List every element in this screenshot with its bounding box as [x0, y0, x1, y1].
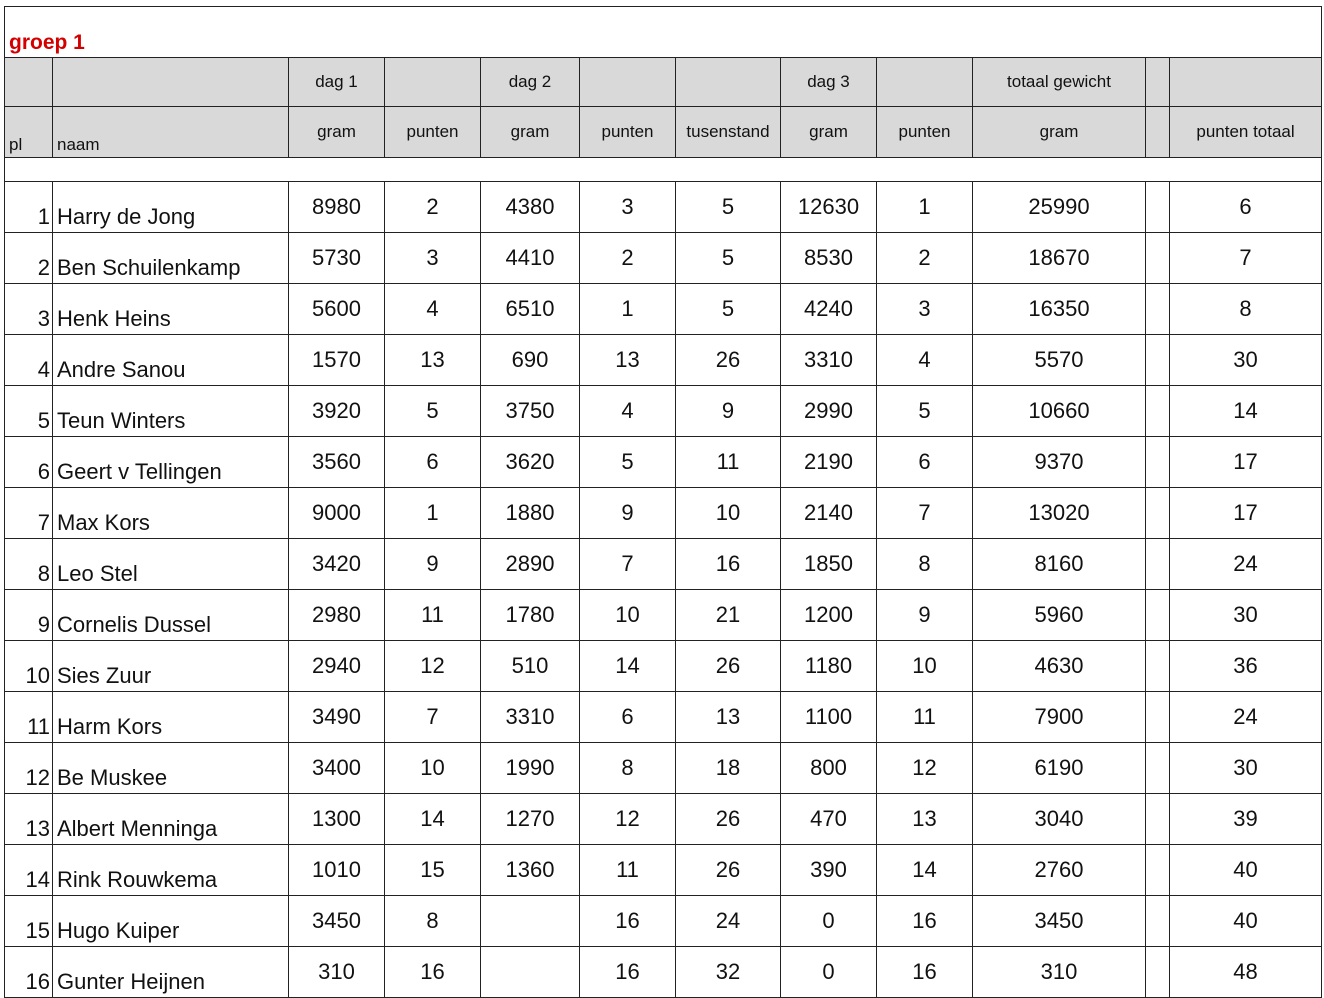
header-top-punten3	[877, 58, 973, 107]
place-cell: 14	[5, 845, 53, 896]
dag2-gram-cell: 1990	[481, 743, 580, 794]
dag2-punten-cell: 10	[580, 590, 676, 641]
table-row	[5, 590, 1322, 641]
dag1-gram-cell: 3450	[289, 896, 385, 947]
totaal-gram-cell: 3450	[973, 896, 1146, 947]
results-table	[4, 6, 1322, 998]
spacer-cell	[580, 158, 676, 182]
dag1-punten-cell: 5	[385, 386, 481, 437]
tusenstand-cell: 24	[676, 896, 781, 947]
header-row-top	[5, 58, 1322, 107]
name-cell: Leo Stel	[53, 539, 289, 590]
dag1-gram-cell: 3560	[289, 437, 385, 488]
name-cell: Cornelis Dussel	[53, 590, 289, 641]
dag3-gram-cell: 0	[781, 896, 877, 947]
place-cell: 16	[5, 947, 53, 998]
name-cell: Henk Heins	[53, 284, 289, 335]
dag2-gram-cell: 4410	[481, 233, 580, 284]
header-top-empty	[1146, 58, 1170, 107]
dag3-gram-cell: 390	[781, 845, 877, 896]
header-sub-empty	[1146, 107, 1170, 158]
punten-totaal-cell: 6	[1170, 182, 1322, 233]
spacer-cell	[781, 158, 877, 182]
title-row	[5, 7, 1322, 58]
dag3-gram-cell: 8530	[781, 233, 877, 284]
totaal-gram-cell: 8160	[973, 539, 1146, 590]
totaal-gram-cell: 310	[973, 947, 1146, 998]
dag1-punten-cell: 16	[385, 947, 481, 998]
dag2-punten-cell: 2	[580, 233, 676, 284]
dag2-gram-cell: 510	[481, 641, 580, 692]
dag2-punten-cell: 11	[580, 845, 676, 896]
tusenstand-cell: 11	[676, 437, 781, 488]
dag3-punten-cell: 11	[877, 692, 973, 743]
empty-cell	[1146, 896, 1170, 947]
table-row	[5, 896, 1322, 947]
table-row	[5, 641, 1322, 692]
punten-totaal-cell: 30	[1170, 335, 1322, 386]
dag2-punten-cell: 4	[580, 386, 676, 437]
table-row	[5, 692, 1322, 743]
empty-cell	[1146, 182, 1170, 233]
header-gram2: gram	[481, 107, 580, 158]
dag3-gram-cell: 1180	[781, 641, 877, 692]
spacer-cell	[1146, 158, 1170, 182]
dag1-gram-cell: 310	[289, 947, 385, 998]
empty-cell	[1146, 437, 1170, 488]
dag2-gram-cell: 3310	[481, 692, 580, 743]
dag3-punten-cell: 4	[877, 335, 973, 386]
table-row	[5, 845, 1322, 896]
empty-cell	[1146, 743, 1170, 794]
place-cell: 10	[5, 641, 53, 692]
punten-totaal-cell: 48	[1170, 947, 1322, 998]
punten-totaal-cell: 17	[1170, 437, 1322, 488]
table-row	[5, 233, 1322, 284]
empty-cell	[1146, 794, 1170, 845]
dag3-punten-cell: 9	[877, 590, 973, 641]
dag2-gram-cell: 3750	[481, 386, 580, 437]
dag3-gram-cell: 4240	[781, 284, 877, 335]
spacer-cell	[973, 158, 1146, 182]
place-cell: 4	[5, 335, 53, 386]
name-cell: Andre Sanou	[53, 335, 289, 386]
header-top-punten-totaal	[1170, 58, 1322, 107]
place-cell: 2	[5, 233, 53, 284]
totaal-gram-cell: 6190	[973, 743, 1146, 794]
table-row	[5, 386, 1322, 437]
punten-totaal-cell: 39	[1170, 794, 1322, 845]
dag2-gram-cell: 1880	[481, 488, 580, 539]
dag2-gram-cell: 6510	[481, 284, 580, 335]
empty-cell	[1146, 386, 1170, 437]
punten-totaal-cell: 40	[1170, 845, 1322, 896]
spacer-row	[5, 158, 1322, 182]
dag2-gram-cell: 4380	[481, 182, 580, 233]
empty-cell	[1146, 590, 1170, 641]
totaal-gram-cell: 2760	[973, 845, 1146, 896]
dag3-punten-cell: 12	[877, 743, 973, 794]
empty-cell	[1146, 947, 1170, 998]
empty-cell	[1146, 845, 1170, 896]
dag1-punten-cell: 6	[385, 437, 481, 488]
dag1-gram-cell: 2980	[289, 590, 385, 641]
header-punten1: punten	[385, 107, 481, 158]
tusenstand-cell: 9	[676, 386, 781, 437]
dag1-gram-cell: 9000	[289, 488, 385, 539]
totaal-gram-cell: 18670	[973, 233, 1146, 284]
punten-totaal-cell: 14	[1170, 386, 1322, 437]
dag1-punten-cell: 15	[385, 845, 481, 896]
totaal-gram-cell: 13020	[973, 488, 1146, 539]
header-top-tusenstand	[676, 58, 781, 107]
table-row	[5, 794, 1322, 845]
dag3-punten-cell: 1	[877, 182, 973, 233]
dag1-gram-cell: 3490	[289, 692, 385, 743]
header-dag2: dag 2	[481, 58, 580, 107]
tusenstand-cell: 10	[676, 488, 781, 539]
dag3-punten-cell: 3	[877, 284, 973, 335]
dag1-gram-cell: 5730	[289, 233, 385, 284]
dag2-punten-cell: 12	[580, 794, 676, 845]
place-cell: 9	[5, 590, 53, 641]
place-cell: 13	[5, 794, 53, 845]
dag3-gram-cell: 2990	[781, 386, 877, 437]
dag3-gram-cell: 2190	[781, 437, 877, 488]
dag3-gram-cell: 0	[781, 947, 877, 998]
dag1-gram-cell: 8980	[289, 182, 385, 233]
punten-totaal-cell: 36	[1170, 641, 1322, 692]
dag3-punten-cell: 13	[877, 794, 973, 845]
dag1-gram-cell: 5600	[289, 284, 385, 335]
dag2-punten-cell: 3	[580, 182, 676, 233]
punten-totaal-cell: 24	[1170, 692, 1322, 743]
place-cell: 7	[5, 488, 53, 539]
empty-cell	[1146, 335, 1170, 386]
totaal-gram-cell: 5570	[973, 335, 1146, 386]
dag2-gram-cell: 1270	[481, 794, 580, 845]
dag3-punten-cell: 16	[877, 896, 973, 947]
spacer-cell	[5, 158, 53, 182]
name-cell: Hugo Kuiper	[53, 896, 289, 947]
spacer-cell	[1170, 158, 1322, 182]
header-row-sub	[5, 107, 1322, 158]
dag1-gram-cell: 1010	[289, 845, 385, 896]
table-row	[5, 437, 1322, 488]
dag2-gram-cell	[481, 896, 580, 947]
table-row	[5, 284, 1322, 335]
empty-cell	[1146, 284, 1170, 335]
results-sheet	[4, 6, 1321, 994]
spacer-cell	[53, 158, 289, 182]
punten-totaal-cell: 40	[1170, 896, 1322, 947]
totaal-gram-cell: 5960	[973, 590, 1146, 641]
tusenstand-cell: 5	[676, 233, 781, 284]
tusenstand-cell: 5	[676, 182, 781, 233]
dag1-gram-cell: 2940	[289, 641, 385, 692]
place-cell: 1	[5, 182, 53, 233]
dag1-punten-cell: 9	[385, 539, 481, 590]
dag2-gram-cell: 690	[481, 335, 580, 386]
dag2-punten-cell: 16	[580, 947, 676, 998]
place-cell: 6	[5, 437, 53, 488]
header-punten2: punten	[580, 107, 676, 158]
dag2-punten-cell: 16	[580, 896, 676, 947]
totaal-gram-cell: 10660	[973, 386, 1146, 437]
dag1-punten-cell: 10	[385, 743, 481, 794]
name-cell: Harry de Jong	[53, 182, 289, 233]
totaal-gram-cell: 9370	[973, 437, 1146, 488]
totaal-gram-cell: 16350	[973, 284, 1146, 335]
header-punten3: punten	[877, 107, 973, 158]
dag1-punten-cell: 12	[385, 641, 481, 692]
dag3-punten-cell: 14	[877, 845, 973, 896]
name-cell: Albert Menninga	[53, 794, 289, 845]
dag2-punten-cell: 8	[580, 743, 676, 794]
name-cell: Max Kors	[53, 488, 289, 539]
dag2-gram-cell	[481, 947, 580, 998]
dag3-punten-cell: 2	[877, 233, 973, 284]
dag2-punten-cell: 7	[580, 539, 676, 590]
table-row	[5, 182, 1322, 233]
dag1-punten-cell: 2	[385, 182, 481, 233]
table-row	[5, 335, 1322, 386]
spacer-cell	[481, 158, 580, 182]
dag1-punten-cell: 3	[385, 233, 481, 284]
dag3-gram-cell: 3310	[781, 335, 877, 386]
dag1-punten-cell: 8	[385, 896, 481, 947]
dag1-punten-cell: 11	[385, 590, 481, 641]
dag1-gram-cell: 1570	[289, 335, 385, 386]
spacer-cell	[676, 158, 781, 182]
spacer-cell	[877, 158, 973, 182]
table-row	[5, 488, 1322, 539]
totaal-gram-cell: 3040	[973, 794, 1146, 845]
tusenstand-cell: 5	[676, 284, 781, 335]
totaal-gram-cell: 25990	[973, 182, 1146, 233]
dag3-gram-cell: 1850	[781, 539, 877, 590]
dag1-punten-cell: 14	[385, 794, 481, 845]
place-cell: 15	[5, 896, 53, 947]
tusenstand-cell: 32	[676, 947, 781, 998]
table-row	[5, 743, 1322, 794]
empty-cell	[1146, 488, 1170, 539]
totaal-gram-cell: 7900	[973, 692, 1146, 743]
tusenstand-cell: 18	[676, 743, 781, 794]
header-tusenstand: tusenstand	[676, 107, 781, 158]
spacer-cell	[289, 158, 385, 182]
table-row	[5, 539, 1322, 590]
place-cell: 8	[5, 539, 53, 590]
header-gram-totaal: gram	[973, 107, 1146, 158]
header-dag1: dag 1	[289, 58, 385, 107]
punten-totaal-cell: 17	[1170, 488, 1322, 539]
dag3-punten-cell: 5	[877, 386, 973, 437]
dag1-gram-cell: 1300	[289, 794, 385, 845]
empty-cell	[1146, 539, 1170, 590]
spacer-cell	[385, 158, 481, 182]
dag2-punten-cell: 13	[580, 335, 676, 386]
group-title: groep 1	[5, 7, 1322, 58]
dag2-gram-cell: 1360	[481, 845, 580, 896]
tusenstand-cell: 16	[676, 539, 781, 590]
punten-totaal-cell: 30	[1170, 743, 1322, 794]
dag2-gram-cell: 1780	[481, 590, 580, 641]
dag3-gram-cell: 1200	[781, 590, 877, 641]
header-pl: pl	[5, 107, 53, 158]
name-cell: Gunter Heijnen	[53, 947, 289, 998]
header-gram1: gram	[289, 107, 385, 158]
tusenstand-cell: 26	[676, 845, 781, 896]
header-dag3: dag 3	[781, 58, 877, 107]
place-cell: 12	[5, 743, 53, 794]
dag1-gram-cell: 3920	[289, 386, 385, 437]
tusenstand-cell: 26	[676, 641, 781, 692]
header-gram3: gram	[781, 107, 877, 158]
dag2-punten-cell: 9	[580, 488, 676, 539]
header-punten-totaal: punten totaal	[1170, 107, 1322, 158]
dag3-punten-cell: 7	[877, 488, 973, 539]
place-cell: 11	[5, 692, 53, 743]
empty-cell	[1146, 692, 1170, 743]
name-cell: Be Muskee	[53, 743, 289, 794]
dag2-gram-cell: 2890	[481, 539, 580, 590]
punten-totaal-cell: 8	[1170, 284, 1322, 335]
tusenstand-cell: 26	[676, 335, 781, 386]
header-top-punten2	[580, 58, 676, 107]
header-naam: naam	[53, 107, 289, 158]
header-top-pl	[5, 58, 53, 107]
dag2-punten-cell: 6	[580, 692, 676, 743]
dag2-punten-cell: 1	[580, 284, 676, 335]
dag3-gram-cell: 12630	[781, 182, 877, 233]
header-totaal-gewicht: totaal gewicht	[973, 58, 1146, 107]
dag3-gram-cell: 2140	[781, 488, 877, 539]
punten-totaal-cell: 24	[1170, 539, 1322, 590]
dag3-gram-cell: 1100	[781, 692, 877, 743]
tusenstand-cell: 21	[676, 590, 781, 641]
name-cell: Ben Schuilenkamp	[53, 233, 289, 284]
name-cell: Harm Kors	[53, 692, 289, 743]
dag2-gram-cell: 3620	[481, 437, 580, 488]
dag3-punten-cell: 10	[877, 641, 973, 692]
dag1-punten-cell: 1	[385, 488, 481, 539]
name-cell: Sies Zuur	[53, 641, 289, 692]
place-cell: 5	[5, 386, 53, 437]
name-cell: Geert v Tellingen	[53, 437, 289, 488]
name-cell: Rink Rouwkema	[53, 845, 289, 896]
dag2-punten-cell: 14	[580, 641, 676, 692]
dag1-punten-cell: 7	[385, 692, 481, 743]
dag3-punten-cell: 8	[877, 539, 973, 590]
totaal-gram-cell: 4630	[973, 641, 1146, 692]
punten-totaal-cell: 30	[1170, 590, 1322, 641]
dag1-punten-cell: 4	[385, 284, 481, 335]
dag1-punten-cell: 13	[385, 335, 481, 386]
dag3-punten-cell: 16	[877, 947, 973, 998]
dag3-gram-cell: 470	[781, 794, 877, 845]
table-row	[5, 947, 1322, 998]
place-cell: 3	[5, 284, 53, 335]
tusenstand-cell: 13	[676, 692, 781, 743]
empty-cell	[1146, 233, 1170, 284]
dag3-punten-cell: 6	[877, 437, 973, 488]
tusenstand-cell: 26	[676, 794, 781, 845]
punten-totaal-cell: 7	[1170, 233, 1322, 284]
empty-cell	[1146, 641, 1170, 692]
header-top-punten1	[385, 58, 481, 107]
header-top-naam	[53, 58, 289, 107]
name-cell: Teun Winters	[53, 386, 289, 437]
dag1-gram-cell: 3420	[289, 539, 385, 590]
dag2-punten-cell: 5	[580, 437, 676, 488]
dag3-gram-cell: 800	[781, 743, 877, 794]
dag1-gram-cell: 3400	[289, 743, 385, 794]
